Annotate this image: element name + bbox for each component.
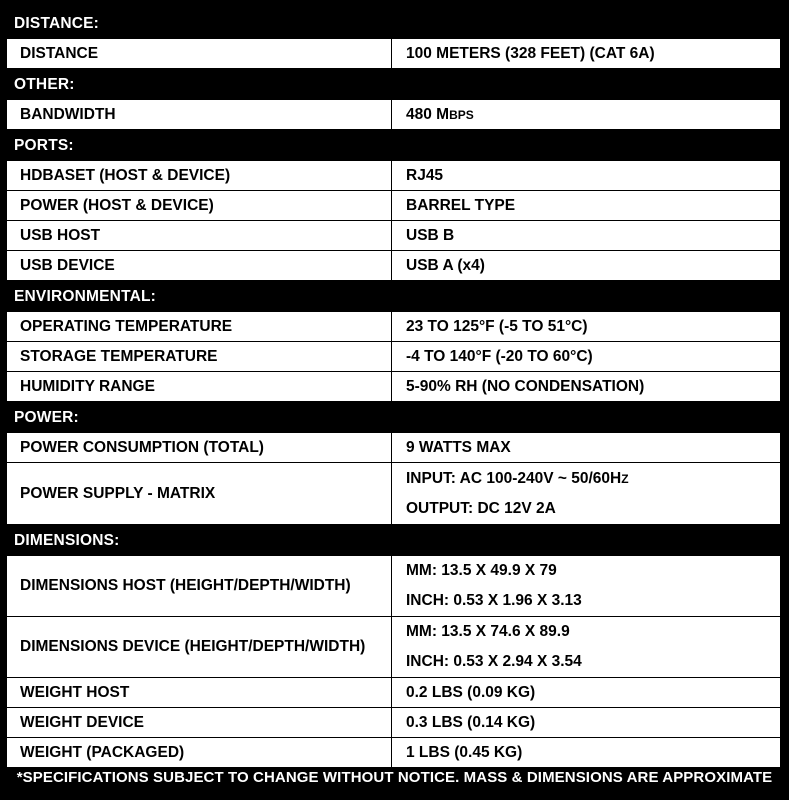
spec-value	[392, 463, 780, 524]
spec-row-operating-temperature	[6, 311, 781, 342]
section-header-dimensions: DIMENSIONS:	[0, 526, 789, 554]
spec-value-text: USB A (x4)	[406, 256, 485, 274]
spec-row-storage-temperature	[6, 341, 781, 372]
spec-label: HDBASET (HOST & DEVICE)	[7, 161, 392, 190]
bandwidth-number: 480 M	[406, 105, 450, 123]
spec-value	[392, 312, 780, 341]
spec-value-text: 23 TO 125°F (-5 TO 51°C)	[406, 317, 588, 335]
spec-row-humidity-range	[6, 371, 781, 402]
spec-value	[392, 556, 780, 616]
spec-label: WEIGHT HOST	[7, 678, 392, 707]
spec-label: POWER (HOST & DEVICE)	[7, 191, 392, 220]
spec-label: OPERATING TEMPERATURE	[7, 312, 392, 341]
spec-value-text: BARREL TYPE	[406, 196, 516, 214]
section-header-other: OTHER:	[0, 70, 789, 98]
spec-value	[392, 191, 780, 220]
bandwidth-unit: BPS	[449, 107, 474, 122]
spec-value	[392, 251, 780, 280]
spec-value-line: MM: 13.5 X 49.9 X 79	[406, 562, 557, 579]
spec-value-text: 9 WATTS MAX	[406, 438, 511, 456]
spec-value	[392, 39, 780, 68]
spec-row-weight-packaged	[6, 737, 781, 768]
spec-label: DIMENSIONS HOST (HEIGHT/DEPTH/WIDTH)	[7, 556, 392, 616]
spec-value-text: 5-90% RH (NO CONDENSATION)	[406, 377, 645, 395]
spec-row-power-supply	[6, 462, 781, 525]
spec-value	[392, 433, 780, 462]
spec-label: POWER SUPPLY - MATRIX	[7, 463, 392, 524]
disclaimer-footer: *SPECIFICATIONS SUBJECT TO CHANGE WITHOUT NOTICE. MASS & DIMENSIONS ARE APPROXIMATE	[16, 769, 773, 786]
spec-value	[392, 738, 780, 767]
section-header-power: POWER:	[0, 403, 789, 431]
spec-row-dimensions-host	[6, 555, 781, 617]
spec-row-dimensions-device	[6, 616, 781, 678]
spec-row-hdbaset	[6, 160, 781, 191]
spec-label: HUMIDITY RANGE	[7, 372, 392, 401]
section-header-distance: DISTANCE:	[0, 9, 789, 37]
spec-value-line: INCH: 0.53 X 2.94 X 3.54	[406, 653, 582, 670]
spec-value-line: INCH: 0.53 X 1.96 X 3.13	[406, 592, 582, 609]
spec-value-text	[406, 100, 780, 130]
spec-value-line	[406, 464, 780, 494]
spec-value-line: OUTPUT: DC 12V 2A	[406, 499, 556, 517]
spec-label: WEIGHT (PACKAGED)	[7, 738, 392, 767]
spec-row-usb-device	[6, 250, 781, 281]
spec-row-weight-host	[6, 677, 781, 708]
spec-value-text: 0.2 LBS (0.09 KG)	[406, 683, 536, 701]
spec-value-text: USB B	[406, 226, 455, 244]
spec-value	[392, 678, 780, 707]
section-header-environmental: ENVIRONMENTAL:	[0, 282, 789, 310]
spec-value-text: 0.3 LBS (0.14 KG)	[406, 713, 536, 731]
spec-value	[392, 372, 780, 401]
spec-value	[392, 100, 780, 129]
spec-row-power-port	[6, 190, 781, 221]
spec-label: WEIGHT DEVICE	[7, 708, 392, 737]
spec-row-power-consumption	[6, 432, 781, 463]
spec-value	[392, 617, 780, 677]
spec-label: USB DEVICE	[7, 251, 392, 280]
spec-label: POWER CONSUMPTION (TOTAL)	[7, 433, 392, 462]
spec-value-text: 100 METERS (328 FEET) (CAT 6A)	[406, 44, 655, 62]
spec-value	[392, 342, 780, 371]
spec-value-text: -4 TO 140°F (-20 TO 60°C)	[406, 347, 593, 365]
section-header-ports: PORTS:	[0, 131, 789, 159]
spec-label: DIMENSIONS DEVICE (HEIGHT/DEPTH/WIDTH)	[7, 617, 392, 677]
spec-value-text: 1 LBS (0.45 KG)	[406, 743, 523, 761]
spec-value	[392, 221, 780, 250]
spec-label: USB HOST	[7, 221, 392, 250]
spec-label: STORAGE TEMPERATURE	[7, 342, 392, 371]
power-input-unit: Z	[621, 471, 629, 486]
spec-value-text: RJ45	[406, 166, 444, 184]
spec-row-usb-host	[6, 220, 781, 251]
spec-label: BANDWIDTH	[7, 100, 392, 129]
spec-row-distance	[6, 38, 781, 69]
spec-row-weight-device	[6, 707, 781, 738]
spec-value-line: MM: 13.5 X 74.6 X 89.9	[406, 623, 570, 640]
spec-value	[392, 708, 780, 737]
spec-value	[392, 161, 780, 190]
spec-label: DISTANCE	[7, 39, 392, 68]
power-input-text: INPUT: AC 100-240V ~ 50/60H	[406, 469, 622, 487]
spec-row-bandwidth	[6, 99, 781, 130]
